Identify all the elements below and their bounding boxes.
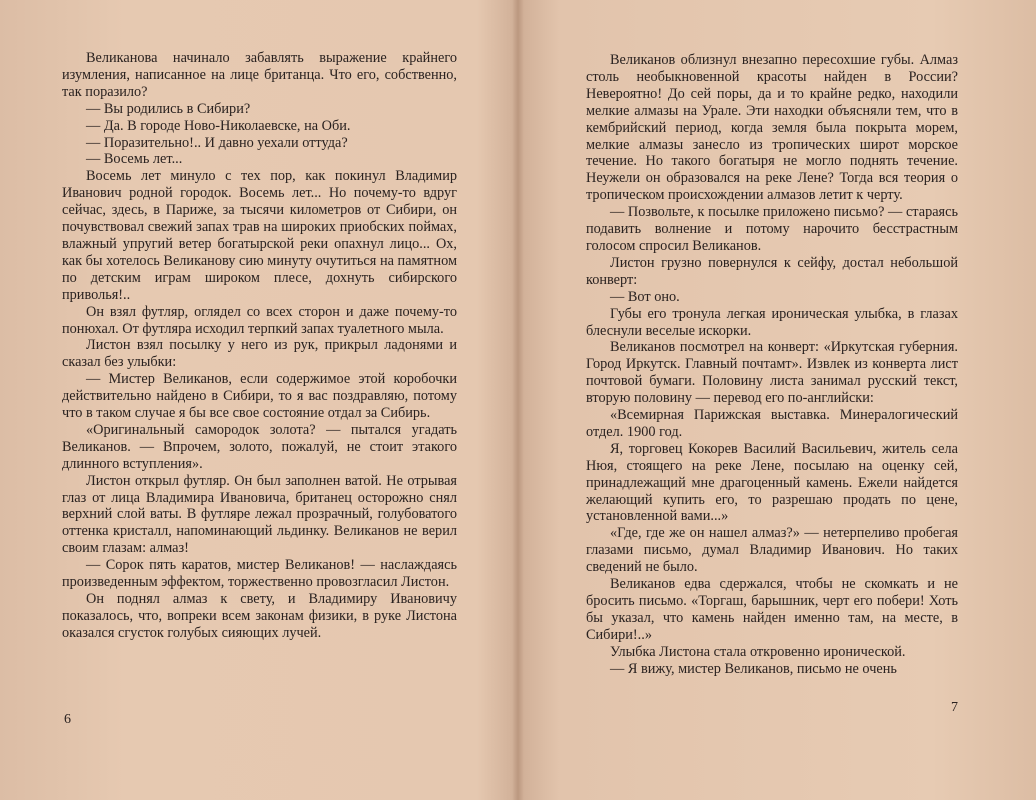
page-number-left: 6	[64, 712, 71, 727]
paragraph: Великанова начинало забавлять выражение крайнего изумления, написанное на лице британца. Что его, собственно, так поразило?	[62, 50, 457, 100]
paragraph: — Восемь лет...	[86, 151, 183, 168]
paragraph: Великанов едва сдержался, чтобы не скомкать и не бросить письмо. «Торгаш, барышник, черт его побери! Хоть бы указал, что камень найден именно там, на месте, в Сибири!..»	[586, 576, 958, 643]
paragraph: — Позвольте, к посылке приложено письмо? — стараясь подавить волнение и потому нарочито бесстрастным голосом спросил Великанов.	[586, 204, 958, 254]
paragraph: Листон грузно повернулся к сейфу, достал небольшой конверт:	[586, 254, 958, 288]
paragraph: Он взял футляр, оглядел со всех сторон и даже почему-то понюхал. От футляра исходил терпкий запах туалетного мыла.	[62, 303, 457, 337]
paragraph: Он поднял алмаз к свету, и Владимиру Ивановичу показалось, что, вопреки всем законам физики, в руке Листона оказался сгусток голубых сияющих лучей.	[62, 591, 457, 641]
paragraph: — Поразительно!.. И давно уехали оттуда?	[86, 134, 348, 151]
paragraph: Листон открыл футляр. Он был заполнен ватой. Не отрывая глаз от лица Владимира Ивановича, британец осторожно снял верхний слой ваты. В футляре лежал прозрачный, голубоватого оттенка кристалл, напоминающий льдинку. Великанов не верил своим глазам: алмаз!	[62, 472, 457, 557]
left-page	[62, 50, 457, 642]
paragraph: «Всемирная Парижская выставка. Минералогический отдел. 1900 год.	[586, 407, 958, 440]
page-number-right: 7	[951, 700, 958, 715]
paragraph: — Сорок пять каратов, мистер Великанов! — наслаждаясь произведенным эффектом, торжественно провозгласил Листон.	[62, 557, 457, 591]
paragraph: — Да. В городе Ново-Николаевске, на Оби.	[86, 117, 351, 134]
right-page	[586, 52, 958, 678]
book-gutter	[512, 0, 524, 800]
paragraph: Восемь лет минуло с тех пор, как покинул Владимир Иванович родной городок. Восемь лет... Но почему-то вдруг сейчас, здесь, в Париже, за тысячи километров от Сибири, он почувствовал свежий запах трав на широких приобских поймах, влажный упругий ветер богатырской реки опахнул лицо... Ох, как бы хотелось Великанову сию минуту очутиться на памятном по детским играм широком плесе, дохнуть сибирского приволья!..	[62, 168, 457, 303]
paragraph: Улыбка Листона стала откровенно иронической.	[610, 643, 906, 660]
paragraph: Я, торговец Кокорев Василий Васильевич, житель села Нюя, стоящего на реке Лене, посылаю на оценку сей, принадлежащий мне драгоценный камень. Ежели найдется желающий купить его, то разрешаю продать по цене, установленной вами...»	[586, 440, 958, 525]
paragraph: «Где, где же он нашел алмаз?» — нетерпеливо пробегая глазами письмо, думал Владимир Иванович. Но таких сведений не было.	[586, 525, 958, 576]
paragraph: Губы его тронула легкая ироническая улыбка, в глазах блеснули веселые искорки.	[586, 305, 958, 339]
paragraph: «Оригинальный самородок золота? — пытался угадать Великанов. — Впрочем, золото, пожалуй, не стоит этакого длинного вступления».	[62, 421, 457, 472]
paragraph: — Вы родились в Сибири?	[86, 100, 251, 117]
paragraph: Великанов облизнул внезапно пересохшие губы. Алмаз столь необыкновенной красоты найден в России? Невероятно! До сей поры, да и то крайне редко, находили мелкие алмазы на Урале. Эти находки объясняли тем, что в кембрийский период, когда земля была покрыта морем, мелкие алмазы занесло из тропических широт морское течение. Но такого богатыря не могло поднять течение. Неужели он образовался на реке Лене? Тогда вся теория о тропическом происхождении алмазов летит к черту.	[586, 52, 958, 204]
paragraph: Листон взял посылку у него из рук, прикрыл ладонями и сказал без улыбки:	[62, 337, 457, 371]
paragraph: Великанов посмотрел на конверт: «Иркутская губерния. Город Иркутск. Главный почтамт». Извлек из конверта лист почтовой бумаги. Половину листа занимал русский текст, вторую половину — перевод его по-английски:	[586, 339, 958, 407]
paragraph: — Вот оно.	[610, 288, 680, 305]
paragraph: — Я вижу, мистер Великанов, письмо не очень	[610, 660, 897, 677]
paragraph: — Мистер Великанов, если содержимое этой коробочки действительно найдено в Сибири, то я вас поздравляю, потому что в таком случае я бы все свое состояние отдал за Сибирь.	[62, 371, 457, 422]
